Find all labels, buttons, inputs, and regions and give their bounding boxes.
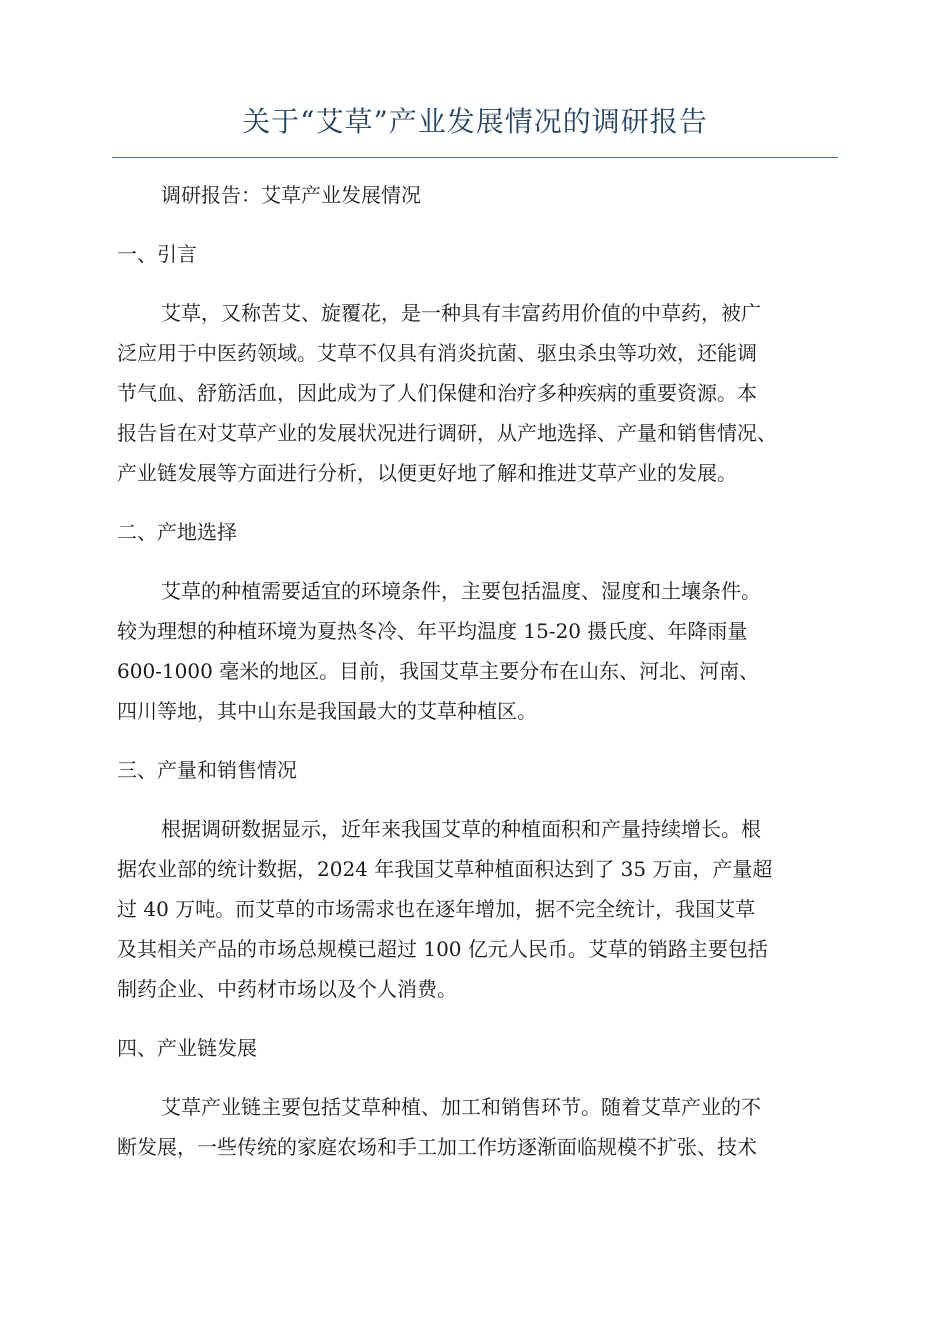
document-body — [117, 175, 857, 1167]
paragraph-line: 及其相关产品的市场总规模已超过 100 亿元人民币。艾草的销路主要包括 — [117, 937, 768, 961]
paragraph-line: 泛应用于中医药领域。艾草不仅具有消炎抗菌、驱虫杀虫等功效，还能调 — [117, 341, 757, 365]
paragraph-line: 四川等地，其中山东是我国最大的艾草种植区。 — [117, 699, 537, 723]
paragraph-line: 节气血、舒筋活血，因此成为了人们保健和治疗多种疾病的重要资源。本 — [117, 381, 757, 405]
paragraph-line: 艾草产业链主要包括艾草种植、加工和销售环节。随着艾草产业的不 — [161, 1095, 761, 1119]
paragraph-line: 600-1000 毫米的地区。目前，我国艾草主要分布在山东、河北、河南、 — [117, 659, 760, 683]
paragraph-line: 制药企业、中药材市场以及个人消费。 — [117, 977, 457, 1001]
document-title: 关于“艾草”产业发展情况的调研报告 — [242, 105, 708, 138]
paragraph-line: 过 40 万吨。而艾草的市场需求也在逐年增加，据不完全统计，我国艾草 — [117, 897, 756, 921]
section-heading-industry-chain: 四、产业链发展 — [117, 1036, 257, 1060]
paragraph-line: 较为理想的种植环境为夏热冬冷、年平均温度 15-20 摄氏度、年降雨量 — [117, 619, 748, 643]
section-heading-output-sales: 三、产量和销售情况 — [117, 758, 297, 782]
paragraph-line: 据农业部的统计数据，2024 年我国艾草种植面积达到了 35 万亩，产量超 — [117, 857, 773, 881]
section-paragraph-industry-chain — [117, 1087, 857, 1167]
paragraph-line: 断发展，一些传统的家庭农场和手工加工作坊逐渐面临规模不扩张、技术 — [117, 1135, 757, 1159]
paragraph-line: 产业链发展等方面进行分析，以便更好地了解和推进艾草产业的发展。 — [117, 461, 737, 485]
paragraph-line: 艾草，又称苦艾、旋覆花，是一种具有丰富药用价值的中草药，被广 — [161, 301, 761, 325]
paragraph-line: 报告旨在对艾草产业的发展状况进行调研，从产地选择、产量和销售情况、 — [117, 421, 777, 445]
section-paragraph-origin — [117, 571, 857, 731]
report-subtitle: 调研报告：艾草产业发展情况 — [161, 183, 421, 207]
paragraph-line: 根据调研数据显示，近年来我国艾草的种植面积和产量持续增长。根 — [161, 817, 761, 841]
section-heading-origin: 二、产地选择 — [117, 520, 237, 544]
title-divider — [112, 157, 838, 158]
section-heading-introduction: 一、引言 — [117, 242, 197, 266]
section-paragraph-output-sales — [117, 809, 857, 1009]
paragraph-line: 艾草的种植需要适宜的环境条件，主要包括温度、湿度和土壤条件。 — [161, 579, 761, 603]
section-paragraph-introduction — [117, 293, 857, 493]
